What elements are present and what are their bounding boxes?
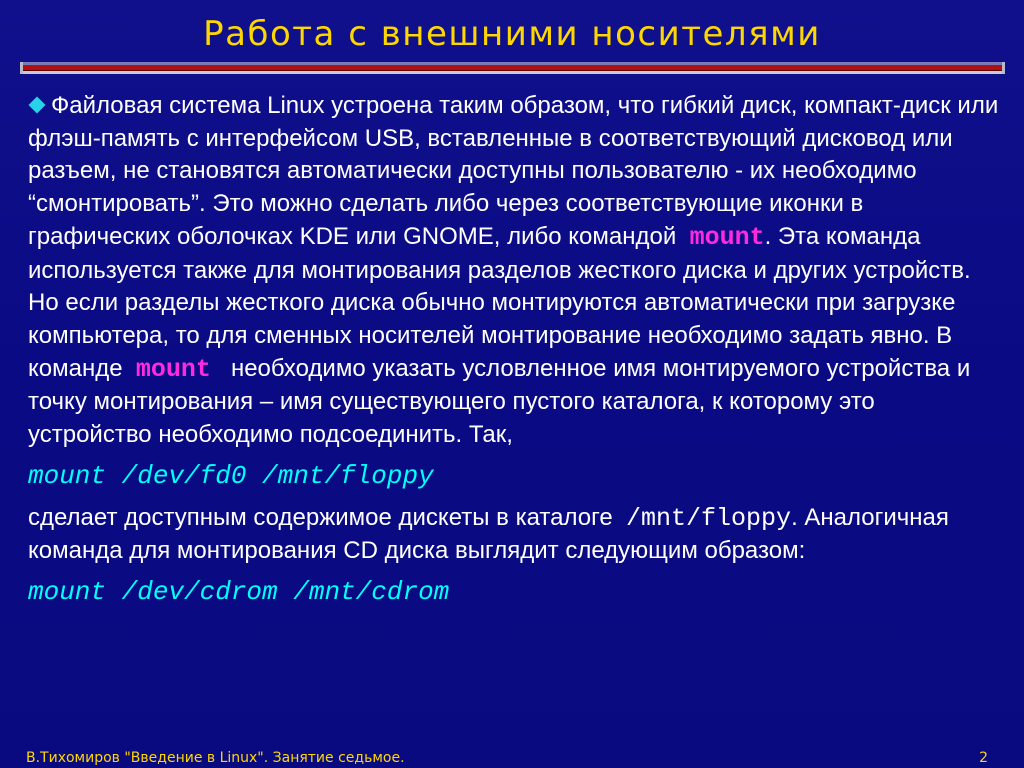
paragraph-text-1: Файловая система Linux устроена таким образом, что гибкий диск, компакт-диск или флэш-память с интерфейсом USB, вставленные в соответствующий дисковод или разъем, не становятся автоматически доступны пользователю - их необходимо “смонтировать”. Это можно сделать либо через соответствующие иконки в графических оболочках KDE или GNOME, либо командой	[28, 92, 999, 250]
footer-author: В.Тихомиров "Введение в Linux". Занятие седьмое.	[26, 750, 405, 766]
paragraph-floppy-result	[28, 502, 1003, 568]
divider-bottom-line	[20, 71, 1005, 74]
title-divider	[20, 62, 1005, 74]
paragraph-text-4: сделает доступным содержимое дискеты в каталоге	[28, 503, 613, 531]
mount-cdrom-command: mount /dev/cdrom /mnt/cdrom	[28, 577, 450, 608]
diamond-icon	[29, 97, 46, 114]
mount-floppy-command: mount /dev/fd0 /mnt/floppy	[28, 460, 434, 491]
paragraph-text-5: . Аналогичная команда для монтирования CD диска выглядит следующим образом:	[28, 503, 949, 565]
mount-command-inline-1: mount	[689, 222, 765, 252]
paragraph-mount-intro	[28, 90, 1003, 452]
paragraph-text-2: . Эта команда используется также для монтирования разделов жесткого диска и других устройств. Но если разделы жесткого диска обычно монтируются автоматически при загрузке компьютера, то для сменных носителей монтирование необходимо задать явно. В команде	[28, 222, 971, 382]
slide-body	[28, 90, 1003, 608]
divider-right-cap	[1002, 62, 1005, 74]
slide-title: Работа с внешними носителями	[203, 14, 821, 54]
paragraph-text-3: необходимо указать условленное имя монтируемого устройства и точку монтирования – имя существующего пустого каталога, к которому это устройство необходимо подсоединить. Так,	[28, 354, 971, 449]
page-number: 2	[979, 750, 988, 766]
divider-left-cap	[20, 62, 23, 74]
floppy-path: /mnt/floppy	[626, 503, 792, 533]
mount-command-inline-2: mount	[135, 354, 211, 384]
